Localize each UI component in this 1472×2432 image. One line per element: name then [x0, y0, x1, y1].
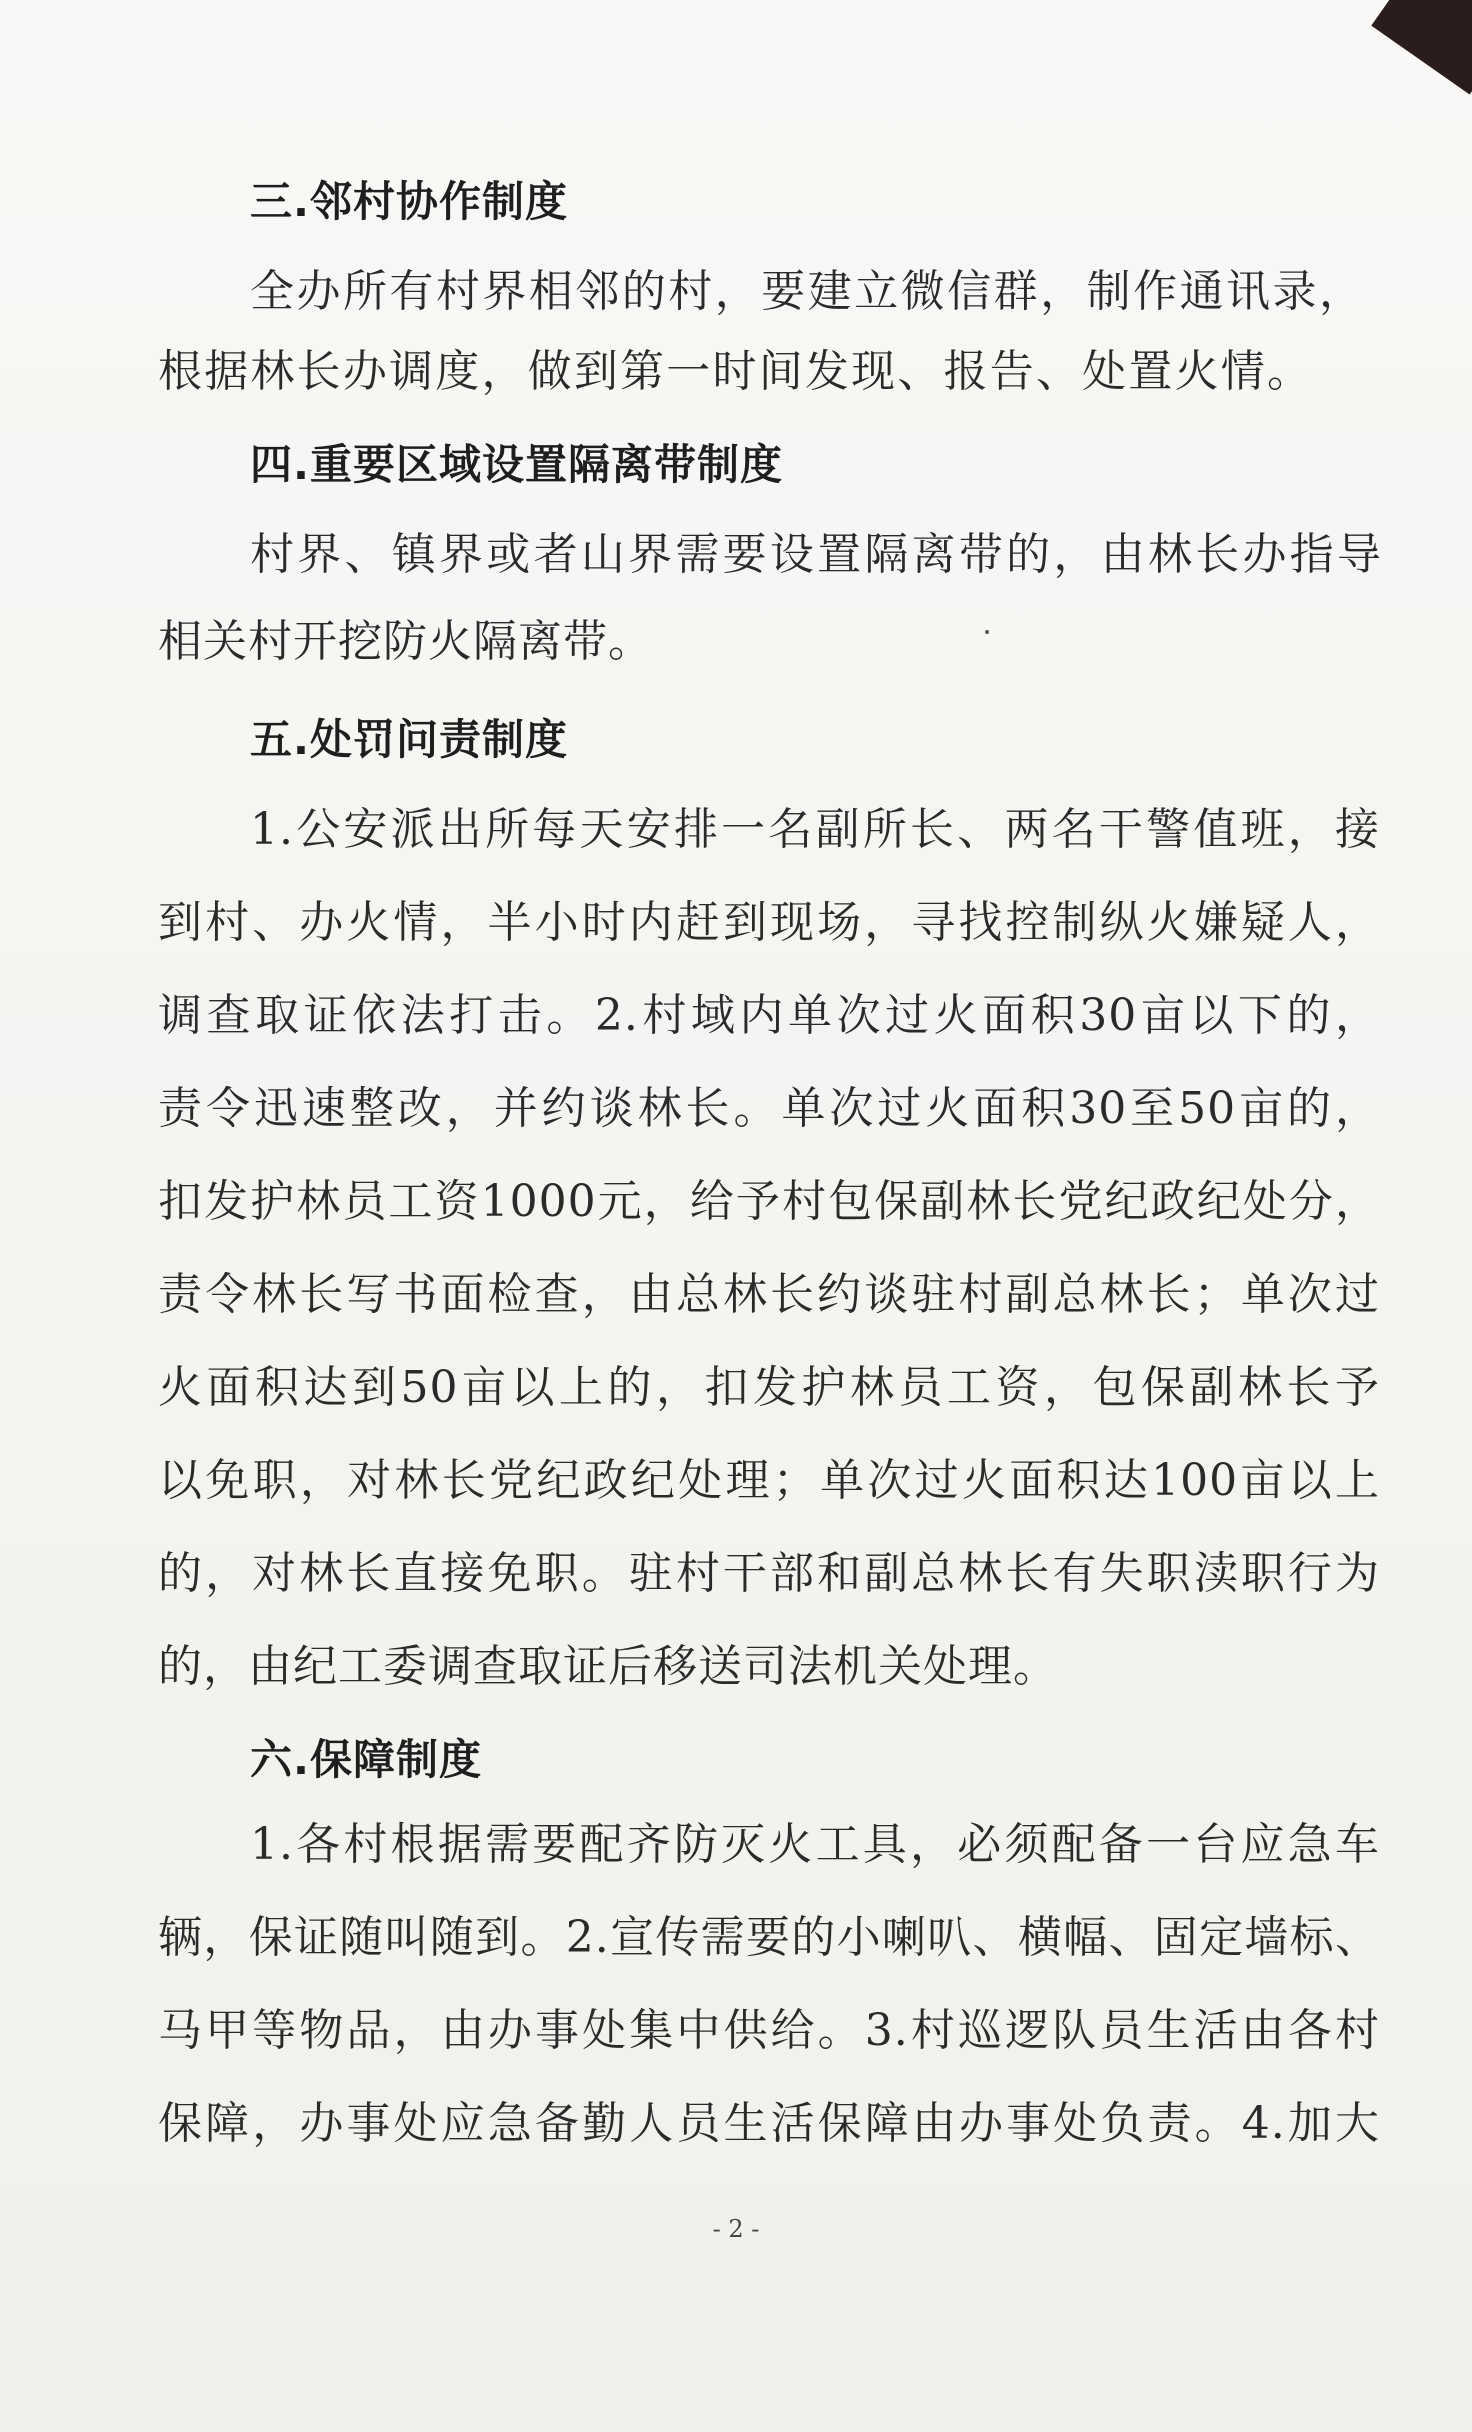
paragraph-line: 全办所有村界相邻的村，要建立微信群，制作通讯录，	[250, 266, 1364, 317]
section-heading-3: 三.邻村协作制度	[250, 177, 568, 226]
section-heading-6: 六.保障制度	[250, 1735, 482, 1784]
paragraph-line: 火面积达到50亩以上的，扣发护林员工资，包保副林长予	[158, 1362, 1380, 1413]
paragraph-line: 责令迅速整改，并约谈林长。单次过火面积30至50亩的，	[158, 1083, 1380, 1134]
paragraph-line: 保障，办事处应急备勤人员生活保障由办事处负责。4.加大	[158, 2098, 1380, 2149]
paragraph-line: 辆，保证随叫随到。2.宣传需要的小喇叭、横幅、固定墙标、	[158, 1912, 1380, 1963]
paragraph-line: 的，由纪工委调查取证后移送司法机关处理。	[158, 1641, 1058, 1692]
section-heading-4: 四.重要区域设置隔离带制度	[250, 440, 783, 489]
paragraph-line: 调查取证依法打击。2.村域内单次过火面积30亩以下的，	[158, 990, 1380, 1041]
scan-corner-shadow	[1371, 0, 1472, 94]
paragraph-line: 扣发护林员工资1000元，给予村包保副林长党纪政纪处分，	[158, 1176, 1380, 1227]
paragraph-line: 1.公安派出所每天安排一名副所长、两名干警值班，接	[250, 804, 1380, 855]
paragraph-line: 马甲等物品，由办事处集中供给。3.村巡逻队员生活由各村	[158, 2005, 1380, 2056]
paragraph-line: 村界、镇界或者山界需要设置隔离带的，由林长办指导	[250, 529, 1382, 580]
page-number: - 2 -	[712, 2215, 760, 2243]
paragraph-line: 根据林长办调度，做到第一时间发现、报告、处置火情。	[158, 346, 1312, 397]
paragraph-line: 以免职，对林长党纪政纪处理；单次过火面积达100亩以上	[158, 1455, 1380, 1506]
paragraph-line: 的，对林长直接免职。驻村干部和副总林长有失职渎职行为	[158, 1548, 1380, 1599]
section-heading-5: 五.处罚问责制度	[250, 715, 568, 764]
scan-speck	[985, 630, 989, 634]
paragraph-line: 相关村开挖防火隔离带。	[158, 616, 653, 667]
paragraph-line: 责令林长写书面检查，由总林长约谈驻村副总林长；单次过	[158, 1269, 1380, 1320]
paragraph-line: 到村、办火情，半小时内赶到现场，寻找控制纵火嫌疑人，	[158, 897, 1380, 948]
paragraph-line: 1.各村根据需要配齐防灭火工具，必须配备一台应急车	[250, 1819, 1380, 1870]
